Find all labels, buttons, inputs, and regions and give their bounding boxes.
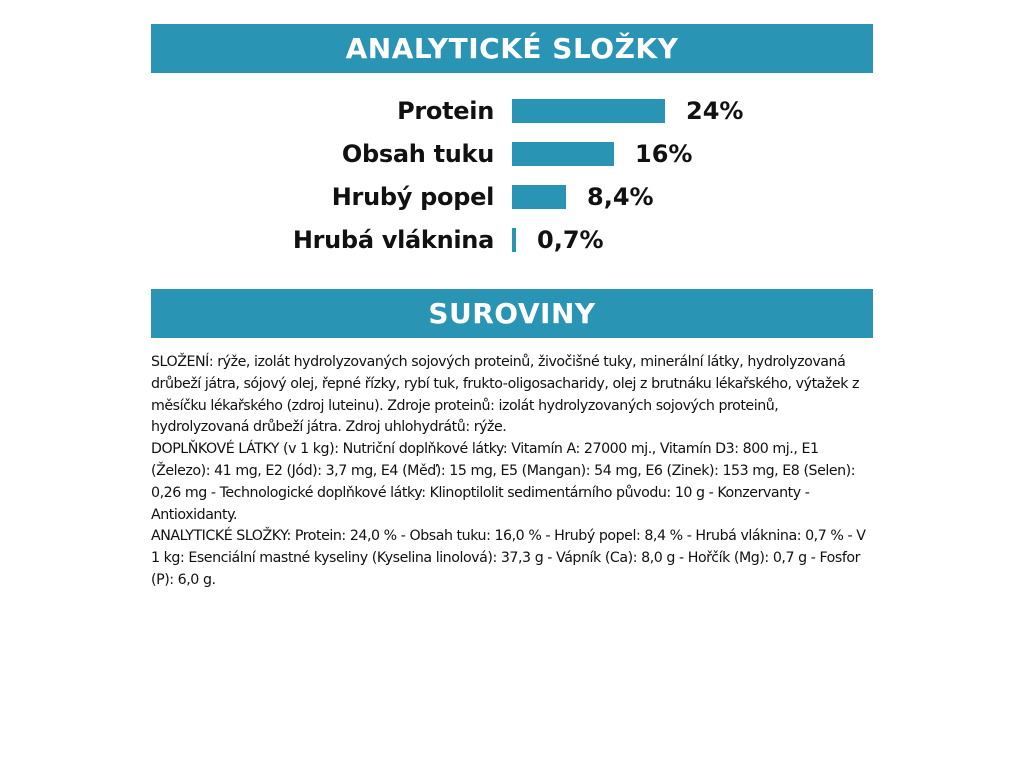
ingredients-header (151, 289, 873, 338)
additives-paragraph: DOPLŇKOVÉ LÁTKY (v 1 kg): Nutriční doplňkové látky: Vitamín A: 27000 mj., Vitamín D3: 800 mj., E1 (Železo): 41 mg, E2 (Jód): 3,7 mg, E4 (Měď): 15 mg, E5 (Mangan): 54 mg, E6 (Zinek): 153 mg, E8 (Selen): 0,26 mg - Technologické doplňkové látky: Klinoptilolit sedimentárního původu: 10 g - Konzervanty - Antioxidanty. (151, 441, 856, 523)
composition-paragraph: SLOŽENÍ: rýže, izolát hydrolyzovaných sojových proteinů, živočišné tuky, minerální látky, hydrolyzovaná drůbeží játra, sójový olej, řepné řízky, rybí tuk, frukto-oligosacharidy, olej z brutnáku lékařského, výtažek z měsíčku lékařského (zdroj luteinu). Zdroje proteinů: izolát hydrolyzovaných sojových proteinů, hydrolyzovaná drůbeží játra. Zdroj uhlohydrátů: rýže. (151, 354, 860, 436)
bar-category-label: Hrubý popel (331, 183, 494, 211)
bar-category-label: Obsah tuku (341, 140, 494, 168)
bar-row (151, 134, 873, 174)
bar (512, 99, 665, 123)
bar-value-label: 8,4% (587, 183, 654, 211)
bar-category-label: Protein (397, 97, 494, 125)
analytic-components-title: ANALYTICKÉ SLOŽKY (345, 32, 679, 65)
analytic-paragraph: ANALYTICKÉ SLOŽKY: Protein: 24,0 % - Obsah tuku: 16,0 % - Hrubý popel: 8,4 % - Hrubá vláknina: 0,7 % - V 1 kg: Esenciální mastné kyseliny (Kyselina linolová): 37,3 g - Vápník (Ca): 8,0 g - Hořčík (Mg): 0,7 g - Fosfor (P): 6,0 g. (151, 528, 866, 588)
ingredients-title: SUROVINY (428, 297, 596, 330)
bar (512, 185, 566, 209)
bar-category-label: Hrubá vláknina (292, 226, 494, 254)
bar-row (151, 91, 873, 131)
bar-row (151, 177, 873, 217)
composition-text (151, 352, 876, 592)
bar (512, 142, 614, 166)
analytic-components-header (151, 24, 873, 73)
bar-value-label: 16% (635, 140, 693, 168)
bar-row (151, 220, 873, 260)
bar (512, 228, 516, 252)
bar-value-label: 0,7% (537, 226, 604, 254)
bar-value-label: 24% (686, 97, 744, 125)
